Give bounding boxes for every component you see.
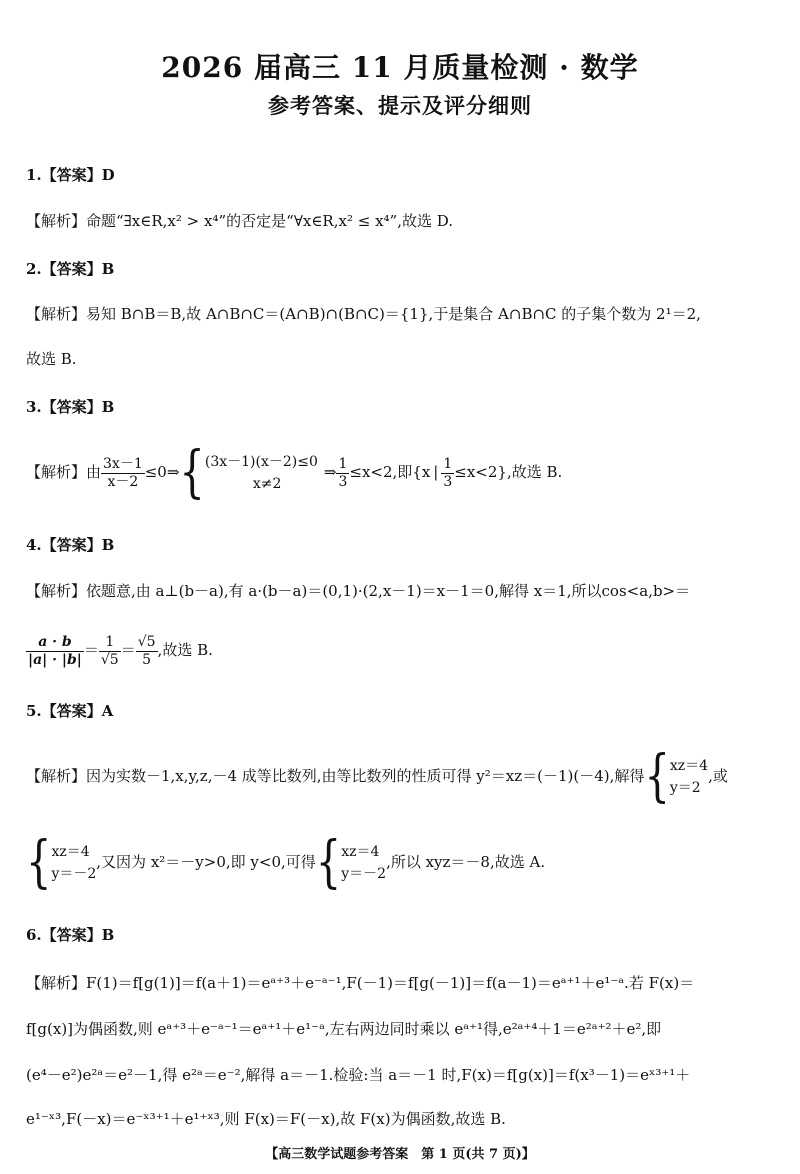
q4-frac3-num: √5 <box>137 633 156 650</box>
q4-fraction-1 <box>26 634 84 669</box>
q3-prefix: 【解析】由 <box>26 463 102 481</box>
q6-explanation-line-2: f[g(x)]为偶函数,则 eᵃ⁺³＋e⁻ᵃ⁻¹＝eᵃ⁺¹＋e¹⁻ᵃ,左右两边同时乘以 eᵃ⁺¹得,e²ᵃ⁺⁴＋1＝e²ᵃ⁺²＋e²,即 <box>26 1020 662 1038</box>
q5-line-1-text: 【解析】因为实数－1,x,y,z,－4 成等比数列,由等比数列的性质可得 y²＝xz＝(－1)(－4),解得 <box>26 767 645 785</box>
q3-explanation: 【解析】由 $\frac{3x-1}{x-2}$ ≤0⇒{ (3x－1)(x－2)≤0 x≠2 ⇒ $\frac{1}{3}$ ≤x<2,即{x | $\frac{1}{3}$ ≤x<2},故选 B. <box>26 440 563 506</box>
q4-frac2-num: 1 <box>99 634 121 652</box>
q5-sys-c-2: y＝－2 <box>341 866 387 882</box>
q3-frac1-num: 3x－1 <box>103 455 143 472</box>
q5-system-a <box>670 755 708 799</box>
q4-frac1-num: a · b <box>26 634 84 652</box>
q5-mid-text: ,又因为 x²＝－y>0,即 y<0,可得 <box>96 853 316 871</box>
q4-frac1-den: |a| · |b| <box>28 651 82 668</box>
q5-explanation-line-2 <box>26 830 782 896</box>
q4-answer: 4.【答案】B <box>26 536 115 554</box>
page-footer: 【高三数学试题参考答案 第 1 页(共 7 页)】 <box>265 1147 535 1162</box>
q4-eq-1: ＝ <box>83 641 99 659</box>
q5-sys-a-2: y＝2 <box>669 780 701 796</box>
q4-fraction-3 <box>136 634 158 669</box>
q5-system-c <box>341 841 386 885</box>
q6-answer: 6.【答案】B <box>26 926 115 944</box>
q2-explanation-line-1: 【解析】易知 B∩B＝B,故 A∩B∩C＝(A∩B)∩(B∩C)＝{1},于是集合 A∩B∩C 的子集个数为 2¹＝2, <box>26 305 701 323</box>
q3-implies: ⇒ <box>323 463 337 481</box>
q1-explanation: 【解析】命题“∃x∈R,x² > x⁴”的否定是“∀x∈R,x² ≤ x⁴”,故选 D. <box>26 212 454 230</box>
q3-answer: 3.【答案】B <box>26 398 115 416</box>
q6-explanation-line-4: e¹⁻ˣ³,F(－x)＝e⁻ˣ³⁺¹＋e¹⁺ˣ³,则 F(x)＝F(－x),故 F(x)为偶函数,故选 B. <box>26 1110 506 1128</box>
q3-after-frac: ≤0⇒ <box>144 463 180 481</box>
q4-explanation-line-2 <box>26 628 782 672</box>
q3-brace: { <box>179 440 205 506</box>
q4-suffix: ,故选 B. <box>157 641 213 659</box>
q3-fraction-3 <box>441 456 454 491</box>
q3-frac2-num: 1 <box>338 455 348 472</box>
q3-fraction-2 <box>336 456 349 491</box>
q5-or: ,或 <box>708 767 728 785</box>
q3-sys-line-2: x≠2 <box>252 476 282 492</box>
q3-sys-line-1: (3x－1)(x－2)≤0 <box>204 454 318 470</box>
q3-frac2-den: 3 <box>338 473 348 490</box>
q2-answer: 2.【答案】B <box>26 260 115 278</box>
page-title: 2026 届高三 11 月质量检测 · 数学 <box>161 51 639 84</box>
q6-explanation-line-1: 【解析】F(1)＝f[g(1)]＝f(a＋1)＝eᵃ⁺³＋e⁻ᵃ⁻¹,F(－1)＝f[g(－1)]＝f(a－1)＝eᵃ⁺¹＋e¹⁻ᵃ.若 F(x)＝ <box>26 974 695 992</box>
q5-answer: 5.【答案】A <box>26 702 114 720</box>
q5-sys-b-2: y＝－2 <box>51 866 97 882</box>
q3-frac1-den: x－2 <box>107 473 139 490</box>
q5-brace-c: { <box>315 830 342 896</box>
q4-eq-2: ＝ <box>120 641 136 659</box>
q3-suffix: ≤x<2},故选 B. <box>454 463 563 481</box>
q3-frac3-den: 3 <box>443 473 453 490</box>
q3-frac3-num: 1 <box>443 455 453 472</box>
q4-fraction-2 <box>99 634 121 669</box>
q5-explanation-line-1 <box>26 744 782 810</box>
q5-sys-c-1: xz＝4 <box>341 844 380 860</box>
q5-suffix: ,所以 xyz＝－8,故选 A. <box>386 853 546 871</box>
q5-sys-b-1: xz＝4 <box>51 844 90 860</box>
q1-answer: 1.【答案】D <box>26 166 115 184</box>
q4-frac2-den: √5 <box>100 651 119 668</box>
page-subtitle: 参考答案、提示及评分细则 <box>268 93 532 118</box>
q4-explanation-line-1: 【解析】依题意,由 a⊥(b－a),有 a·(b－a)＝(0,1)·(2,x－1)＝x－1＝0,解得 x＝1,所以cos<a,b>＝ <box>26 582 691 600</box>
q5-brace-b: { <box>26 830 52 896</box>
q2-explanation-line-2: 故选 B. <box>26 350 77 368</box>
q6-explanation-line-3: (e⁴－e²)e²ᵃ＝e²－1,得 e²ᵃ＝e⁻²,解得 a＝－1.检验:当 a＝－1 时,F(x)＝f[g(x)]＝f(x³－1)＝eˣ³⁺¹＋ <box>26 1066 691 1084</box>
q4-frac3-den: 5 <box>142 651 152 668</box>
q3-system <box>205 451 318 495</box>
q5-system-b <box>51 841 96 885</box>
q5-sys-a-1: xz＝4 <box>669 758 709 774</box>
q3-fraction-1 <box>101 456 145 491</box>
q3-set-start: ≤x<2,即{x <box>349 463 431 481</box>
q5-brace-a: { <box>644 744 670 810</box>
